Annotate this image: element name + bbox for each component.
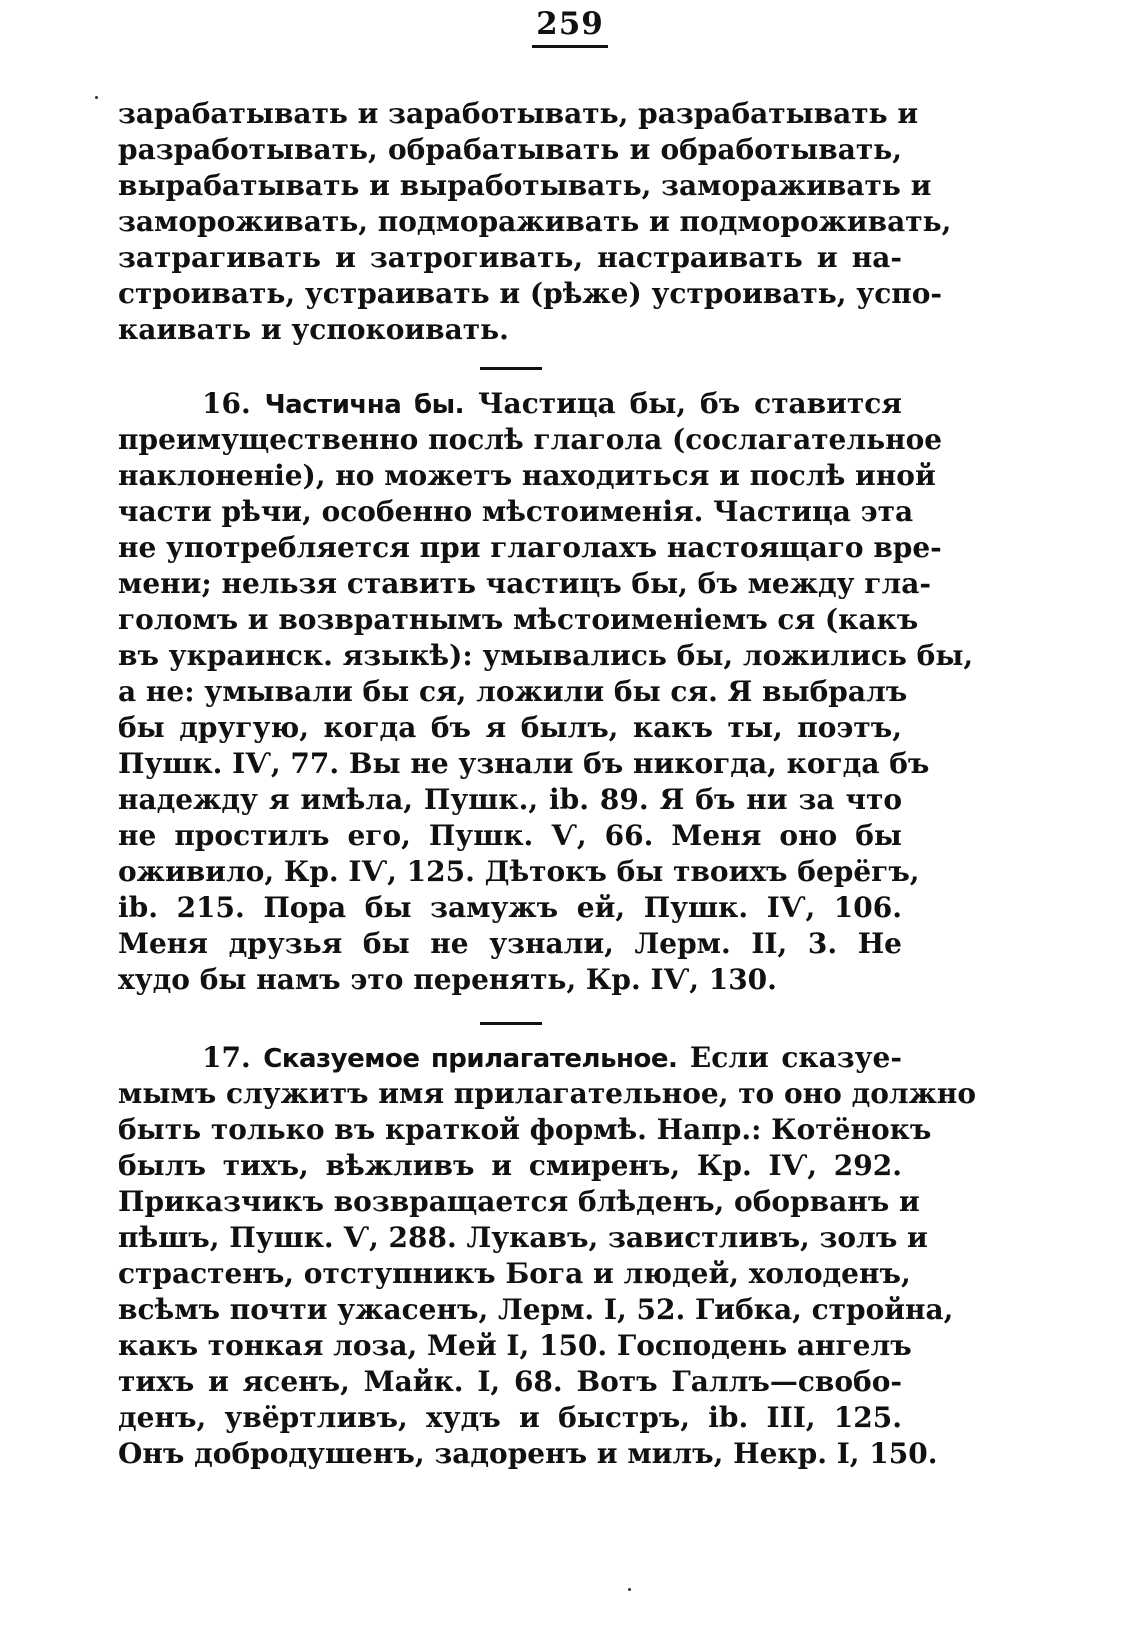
- text-line: наклоненіе), но можетъ находиться и послѣ иной: [118, 459, 936, 492]
- text-line: замороживать, подмораживать и подмороживать,: [118, 205, 952, 238]
- text-line: Меня друзья бы не узнали, Лерм. II, 3. Не: [118, 927, 902, 960]
- text-line: Приказчикъ возвращается блѣденъ, оборванъ и: [118, 1185, 920, 1218]
- page-number: 259: [0, 6, 1140, 42]
- section-17: [118, 1040, 977, 1472]
- paragraph-continuation: [118, 96, 952, 348]
- section-heading-line: [118, 1040, 902, 1076]
- text-line: ib. 215. Пора бы замужъ ей, Пушк. IѴ, 106.: [118, 891, 902, 924]
- text-line: страстенъ, отступникъ Бога и людей, холоденъ,: [118, 1257, 911, 1290]
- text-line: надежду я имѣла, Пушк., ib. 89. Я бъ ни за что: [118, 783, 902, 816]
- section-number: 17.: [202, 1041, 251, 1074]
- text-line: Частица бы, бъ ставится: [464, 387, 902, 420]
- text-line: Пушк. IѴ, 77. Вы не узнали бъ никогда, когда бъ: [118, 747, 930, 780]
- text-line: каивать и успокоивать.: [118, 313, 509, 346]
- section-heading-line: [118, 386, 902, 422]
- text-line: преимущественно послѣ глагола (сослагательное: [118, 423, 943, 456]
- text-line: былъ тихъ, вѣжливъ и смиренъ, Кр. IѴ, 292.: [118, 1149, 902, 1182]
- section-title: Частична бы.: [264, 390, 465, 420]
- text-line: строивать, устраивать и (рѣже) устроивать, успо-: [118, 277, 943, 310]
- section-title: Сказуемое прилагательное.: [263, 1044, 678, 1074]
- text-line: бы другую, когда бъ я былъ, какъ ты, поэтъ,: [118, 711, 902, 744]
- text-line: пѣшъ, Пушк. Ѵ, 288. Лукавъ, завистливъ, золъ и: [118, 1221, 928, 1254]
- text-line: голомъ и возвратнымъ мѣстоименіемъ ся (какъ: [118, 603, 919, 636]
- text-line: быть только въ краткой формѣ. Напр.: Котёнокъ: [118, 1113, 932, 1146]
- section-divider: [480, 1022, 542, 1025]
- text-line: худо бы намъ это перенять, Кр. IѴ, 130.: [118, 963, 777, 996]
- text-line: мени; нельзя ставить частицъ бы, бъ между гла-: [118, 567, 931, 600]
- text-line: денъ, увёртливъ, худъ и быстръ, ib. III, 125.: [118, 1401, 902, 1434]
- section-number: 16.: [202, 387, 251, 420]
- text-line: Если сказуе-: [677, 1041, 902, 1074]
- text-line: зарабатывать и заработывать, разрабатывать и: [118, 97, 919, 130]
- section-divider: [480, 367, 542, 370]
- speck: [628, 1588, 631, 1591]
- text-line: а не: умывали бы ся, ложили бы ся. Я выбралъ: [118, 675, 908, 708]
- text-line: не употребляется при глаголахъ настоящаго вре-: [118, 531, 942, 564]
- text-line: разработывать, обрабатывать и обработывать,: [118, 133, 902, 166]
- text-line: оживило, Кр. IѴ, 125. Дѣтокъ бы твоихъ берёгъ,: [118, 855, 920, 888]
- text-line: мымъ служитъ имя прилагательное, то оно должно: [118, 1077, 977, 1110]
- text-line: всѣмъ почти ужасенъ, Лерм. I, 52. Гибка, стройна,: [118, 1293, 954, 1326]
- text-line: не простилъ его, Пушк. Ѵ, 66. Меня оно бы: [118, 819, 902, 852]
- section-16: [118, 386, 974, 998]
- text-line: Онъ добродушенъ, задоренъ и милъ, Некр. I, 150.: [118, 1437, 938, 1470]
- text-line: какъ тонкая лоза, Мей I, 150. Господень ангелъ: [118, 1329, 912, 1362]
- text-line: вырабатывать и выработывать, замораживать и: [118, 169, 932, 202]
- speck: [95, 96, 98, 99]
- text-line: затрагивать и затрогивать, настраивать и на-: [118, 241, 902, 274]
- text-line: тихъ и ясенъ, Майк. I, 68. Вотъ Галлъ—свобо-: [118, 1365, 902, 1398]
- text-line: части рѣчи, особенно мѣстоименія. Частица эта: [118, 495, 914, 528]
- text-line: въ украинск. языкѣ): умывались бы, ложились бы,: [118, 639, 974, 672]
